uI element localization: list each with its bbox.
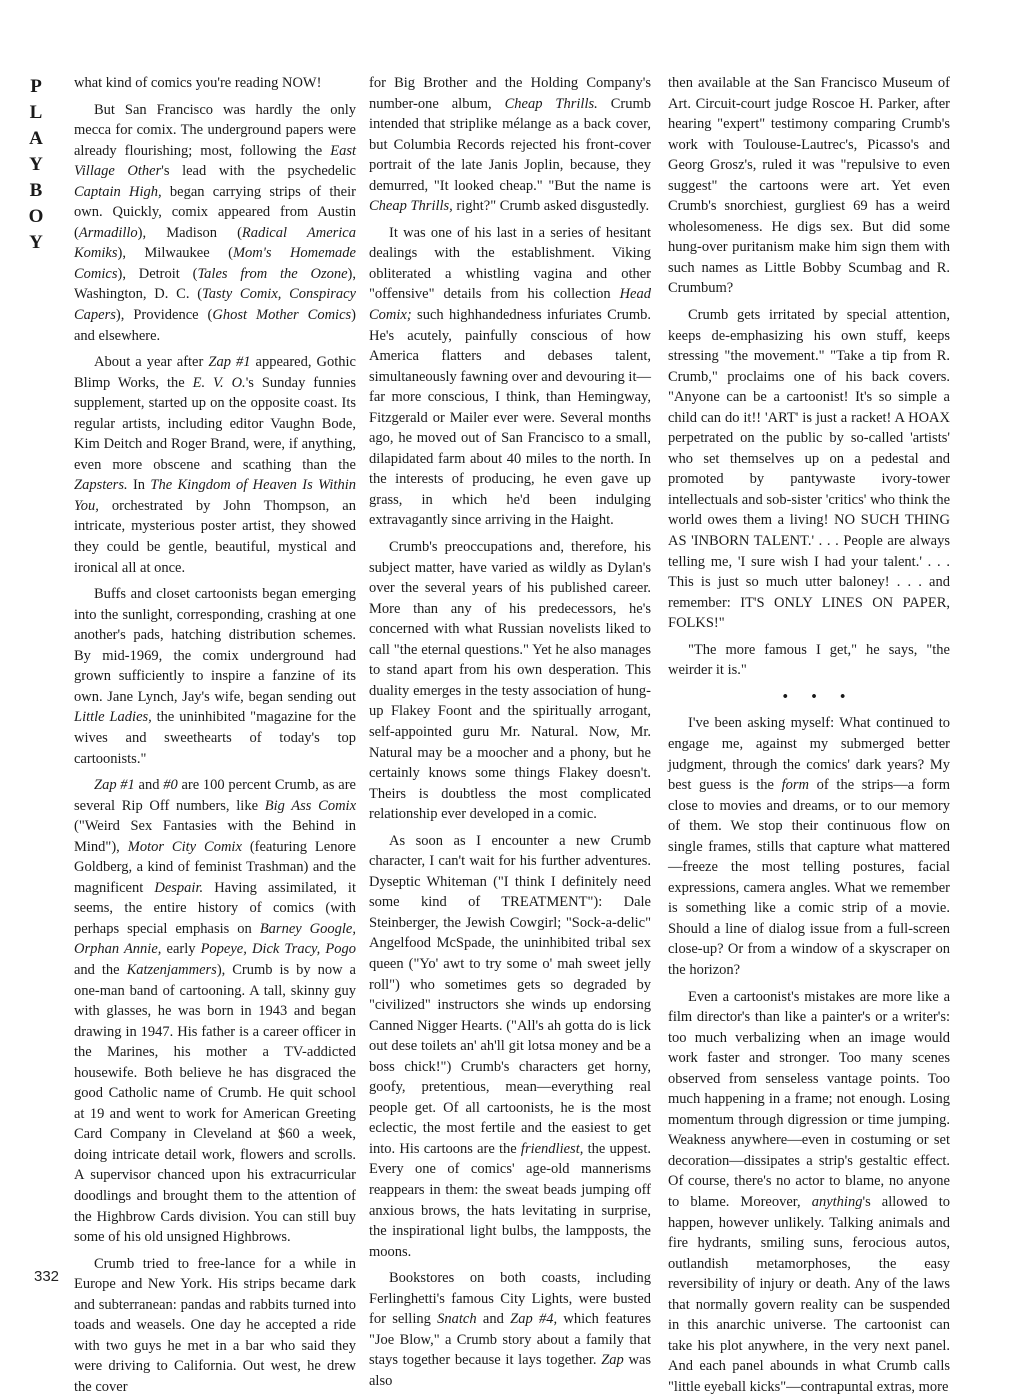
paragraph: Bookstores on both coasts, including Ferlinghetti's famous City Lights, were busted for selling Snatch and Zap #4, which features "Joe Blow," a Crumb story about a family that stays together because it lays together. Zap was also [369,1270,651,1389]
paragraph: I've been asking myself: What continued to engage me, against my submerged better judgment, through the comics' dark years? My best guess is the form of the strips—a form close to movies and dreams, or to our memory of them. We stop their continuous flow on single frames, stills that capture what mattered—freeze the most telling postures, facial expressions, camera angles. What we remember is something like a comic strip of a movie. Should a line of dialog issue from a full-screen close-up? Or from a window of a skyscraper on the horizon? [668,715,950,978]
paragraph: Crumb's preoccupations and, therefore, his subject matter, have varied as wildly as Dylan's over the several years of his published career. More than any of his predecessors, he's concerned with what Russian novelists liked to call "the eternal questions." Yet he also manages to stand apart from his own desperation. This duality emerges in the testy association of hung-up Flakey Foont and the spiritually arrogant, self-appointed guru Mr. Natural. Now, Mr. Natural may be a moocher and a phony, but he certainly knows some things Flakey doesn't. Theirs is doubtless the most complicated relationship ever developed in a comic. [369,539,651,823]
article-column-2 [369,73,652,1389]
paragraph: Even a cartoonist's mistakes are more like a film director's than like a painter's or a writer's: too much verbalizing when an image would work faster and stronger. Too many scenes observed from senseless vantage points. Too much happening in a frame; not enough. Losing momentum through digression or time jumping. Weakness anywhere—even in costuming or set decoration—dissipates a strip's gestaltic effect. Of course, there's no actor to blame, no anyone to blame. Moreover, anything's allowed to happen, however unlikely. Talking animals and fire hydrants, smiling suns, ferocious autos, outlandish metamorphoses, the easy reversibility of injury or death. Any of the laws that normally govern reality can be suspended in this anarchic universe. The cartoonist can take his plot anywhere, in the very next panel. And each panel abounds in what Crumb calls "little eyeball kicks"—contrapuntal extras, more [668,988,950,1395]
paragraph: About a year after Zap #1 appeared, Gothic Blimp Works, the E. V. O.'s Sunday funnies supplement, started up on the opposite coast. Its regular artists, including editor Vaughn Bode, Kim Deitch and Roger Brand, were, if anything, even more obscene and scathing than the Zapsters. In The Kingdom of Heaven Is Within You, orchestrated by John Thompson, an intricate, mysterious poster artist, they showed they could be gentle, beautiful, mystical and ironical all at once. [74,354,356,576]
paragraph: Buffs and closet cartoonists began emerging into the sunlight, corresponding, crashing at one another's pads, hatching distribution schemes. By mid-1969, the comix underground had grown sufficiently to inspire a fanzine of its own. Jane Lynch, Jay's wife, began sending out Little Ladies, the uninhibited "magazine for the wives and sweethearts of today's top cartoonists." [74,586,356,767]
paragraph: But San Francisco was hardly the only mecca for comix. The underground papers were already flourishing; most, following the East Village Other's lead with the psychedelic Captain High, began carrying strips of their own. Quickly, comix appeared from Austin (Armadillo), Madison (Radical America Komiks), Milwaukee (Mom's Homemade Comics), Detroit (Tales from the Ozone), Washington, D. C. (Tasty Comix, Conspiracy Capers), Providence (Ghost Mother Comics) and elsewhere. [74,101,356,344]
paragraph: for Big Brother and the Holding Company's number-one album, Cheap Thrills. Crumb intended that striplike mélange as a back cover, but Columbia Records rejected his front-cover portrait of the late Janis Joplin, because, they demurred, "It looked cheap." "But the name is Cheap Thrills, right?" Crumb asked disgustedly. [369,75,652,215]
article-column-1 [74,73,357,1395]
section-break: • • • [782,688,856,705]
masthead-letter: B [29,180,43,201]
paragraph: Zap #1 and #0 are 100 percent Crumb, as are several Rip Off numbers, like Big Ass Comix ("Weird Sex Fantasies with the Behind in Mind"), Motor City Comix (featuring Lenore Goldberg, a kind of feminist Trashman) and the magnificent Despair. Having assimilated, it seems, the entire history of comics (with perhaps special emphasis on Barney Google, Orphan Annie, early Popeye, Dick Tracy, Pogo and the Katzenjammers), Crumb is by now a one-man band of cartooning. A tall, skinny guy with glasses, he was born in 1943 and began drawing in 1947. His father is a career officer in the Marines, his mother a TV-addicted housewife. Both believe he has disgraced the good Catholic name of Crumb. He quit school at 19 and went to work for American Greeting Card Company in Cleveland at $60 a week, doing intricate detail work, flowers and scrolls. A supervisor chanced upon his extracurricular doodlings and brought them to the attention of the Highbrow Cards division. You can still buy some of his old unsigned Highbrows. [74,777,357,1246]
masthead-letter: L [29,102,43,123]
paragraph: Crumb tried to free-lance for a while in Europe and New York. His strips became dark and subterranean: pandas and rabbits turned into toads and weasels. One day he accepted a ride with two guys he met in a bar who said they were driving to California. Out west, he drew the cover [74,1255,356,1395]
paragraph: then available at the San Francisco Museum of Art. Circuit-court judge Roscoe H. Parker, after hearing "expert" testimony comparing Crumb's work with Toulouse-Lautrec's, Picasso's and Georg Grosz's, ruled it was "repulsive to even suggest" the cartoons were art. Yet even Crumb's snorchiest, gurgliest 69 has a weird wholesomeness. He digs sex. But did some hung-over puritanism make him sign them with such names as Little Bobby Scumbag and R. Crumbum? [668,75,950,297]
paragraph: what kind of comics you're reading NOW! [74,75,322,91]
paragraph: "The more famous I get," he says, "the weirder it is." [668,641,950,679]
masthead-letter: Y [29,232,43,253]
paragraph: Crumb gets irritated by special attention, keeps de-emphasizing his own stuff, keeps stressing "the movement." "Take a tip from R. Crumb," proclaims one of his back covers. "Anyone can be a cartoonist! It's so simple a child can do it!! 'ART' is just a racket! A HOAX perpetrated on the public by so-called 'artists' who set themselves up on a pedestal and promoted by pantywaste ivory-tower intellectuals and sob-sister 'critics' who think the world owes them a living! NO SUCH THING AS 'INBORN TALENT.' . . . People are always telling me, 'I sure wish I had your talent.' . . . This is just so much utter baloney! . . . and remember: IT'S ONLY LINES ON PAPER, FOLKS!" [668,307,950,632]
masthead-letter: O [28,206,44,227]
page-number: 332 [34,1268,60,1285]
paragraph: It was one of his last in a series of hesitant dealings with the establishment. Viking obliterated a whistling vagina and other "offensive" details from his collection Head Comix; such highhandedness infuriates Crumb. He's acutely, painfully conscious of how America flatters and debases talent, simultaneously fawning over and devouring it—far more conscious, I think, than Hemingway, Fitzgerald or Mailer ever were. Several months ago, he moved out of San Francisco to a small, dilapidated farm about 40 miles to the north. In the interests of producing, he even gave up grass, in which he'd been indulging extravagantly since arriving in the Haight. [369,224,651,529]
masthead-letter: Y [29,154,43,175]
masthead-letter: P [30,76,42,97]
magazine-masthead-vertical [26,74,46,256]
article-column-3 [668,73,950,1395]
paragraph: As soon as I encounter a new Crumb character, I can't wait for his further adventures. Dyseptic Whiteman ("I think I definitely need some kind of TREATMENT"): Dale Steinberger, the Jewish Cowgirl; "Sock-a-delic" Angelfood McSpade, the uninhibited tribal sex queen ("Yo' awt to try some o' mah sweet jelly roll") who sometimes gets so degraded by "civilized" instructors she winds up endorsing Canned Nigger Hearts. ("All's ah gotta do is lick out dese toilets an' ah'll git lotsa money and be a boss chick!") Crumb's characters get horny, goofy, pretentious, mean—everything real people get. Of all cartoonists, he is the most eclectic, the most fertile and the easiest to get into. His cartoons are the friendliest, the uppest. Every one of comics' age-old mannerisms reappears in them: the sweat beads jumping off anxious brows, the hats levitating in surprise, the inspirational light bulbs, the lampposts, the moons. [369,832,651,1260]
masthead-letter: A [29,128,43,149]
